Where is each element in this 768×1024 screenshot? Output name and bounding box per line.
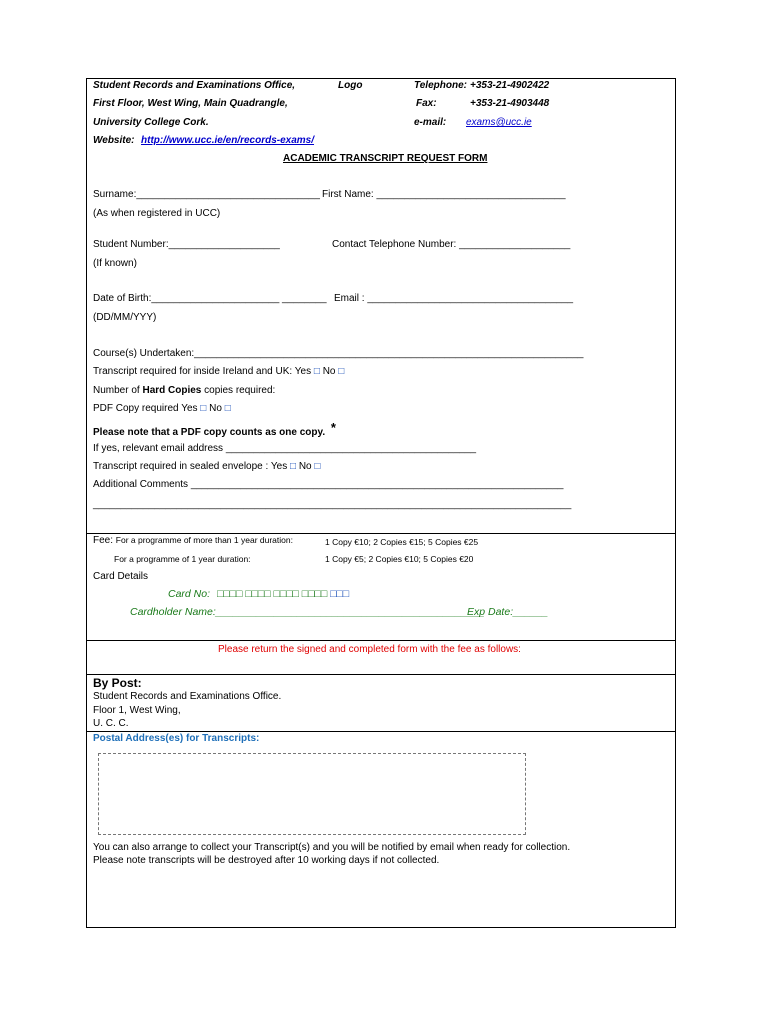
hard-copies-post: copies required: — [201, 385, 276, 396]
post-address-line1: Student Records and Examinations Office. — [93, 691, 282, 702]
fax-value: +353-21-4903448 — [470, 98, 550, 109]
card-cvv-boxes[interactable]: □□□ — [330, 588, 350, 600]
form-border-top — [86, 78, 676, 79]
additional-comments-field[interactable]: Additional Comments ___________________________________________________________________ — [93, 479, 564, 490]
telephone-value: +353-21-4902422 — [470, 80, 550, 91]
card-no-label: Card No: — [168, 588, 211, 600]
email-link[interactable]: exams@ucc.ie — [466, 117, 532, 128]
fee-label: Fee: — [93, 535, 114, 546]
postal-address-box[interactable] — [98, 753, 526, 835]
form-border-left — [86, 78, 87, 928]
inside-ireland-no-checkbox[interactable]: □ — [338, 366, 345, 377]
logo-label: Logo — [338, 80, 363, 91]
fax-label: Fax: — [416, 98, 437, 109]
pdf-copy-row — [93, 404, 231, 414]
registered-note: (As when registered in UCC) — [93, 208, 221, 219]
pdf-yes-checkbox[interactable]: □ — [200, 403, 207, 414]
return-instructions: Please return the signed and completed form with the fee as follows: — [218, 644, 521, 655]
relevant-email-field[interactable]: If yes, relevant email address _____________________________________________ — [93, 443, 477, 454]
divider-fee — [86, 533, 676, 534]
inside-ireland-label: Transcript required for inside Ireland and UK: Yes — [93, 366, 312, 377]
dob-format-note: (DD/MM/YYY) — [93, 312, 157, 323]
divider-post — [86, 674, 676, 675]
inside-ireland-row — [93, 367, 344, 377]
sealed-envelope-row — [93, 462, 320, 472]
post-address-line3: U. C. C. — [93, 718, 129, 729]
post-address-line2: Floor 1, West Wing, — [93, 705, 181, 716]
fee-short-values: 1 Copy €5; 2 Copies €10; 5 Copies €20 — [325, 554, 474, 564]
courses-field[interactable]: Course(s) Undertaken:______________________________________________________________________ — [93, 348, 584, 359]
pdf-no-label: No — [209, 403, 222, 414]
exp-date-field[interactable]: Exp Date:______ — [467, 606, 549, 618]
office-address: First Floor, West Wing, Main Quadrangle, — [93, 98, 288, 109]
university-name: University College Cork. — [93, 117, 209, 128]
additional-comments-line[interactable]: ______________________________________________________________________________________ — [93, 499, 572, 510]
email-field[interactable]: Email : _____________________________________ — [334, 293, 574, 304]
website-label: Website: — [93, 135, 135, 146]
fee-long-label: For a programme of more than 1 year duration: — [115, 535, 293, 545]
sealed-no-checkbox[interactable]: □ — [314, 461, 321, 472]
form-border-bottom — [86, 927, 676, 928]
fee-row-long — [93, 536, 293, 546]
postal-address-heading: Postal Address(es) for Transcripts: — [93, 733, 260, 744]
inside-ireland-no-label: No — [322, 366, 336, 377]
pdf-no-checkbox[interactable]: □ — [224, 403, 231, 414]
sealed-yes-checkbox[interactable]: □ — [289, 461, 297, 472]
website-link[interactable]: http://www.ucc.ie/en/records-exams/ — [141, 135, 315, 146]
collect-notice-line1: You can also arrange to collect your Transcript(s) and you will be notified by email when ready for collection. — [93, 842, 571, 853]
fee-short-label: For a programme of 1 year duration: — [114, 554, 251, 564]
student-number-field[interactable]: Student Number:____________________ — [93, 239, 280, 250]
if-known-note: (If known) — [93, 258, 137, 269]
dob-field[interactable]: Date of Birth:_______________________ ________ — [93, 293, 327, 304]
hard-copies-row[interactable] — [93, 386, 275, 396]
sealed-envelope-label: Transcript required in sealed envelope : Yes — [93, 461, 288, 472]
divider-postal — [86, 731, 676, 732]
first-name-field[interactable]: First Name: __________________________________ — [322, 189, 566, 200]
card-details-label: Card Details — [93, 571, 149, 582]
pdf-note — [93, 420, 336, 438]
office-name: Student Records and Examinations Office, — [93, 80, 296, 91]
pdf-copy-label: PDF Copy required Yes — [93, 403, 198, 414]
pdf-note-asterisk: * — [330, 420, 336, 435]
contact-phone-field[interactable]: Contact Telephone Number: ____________________ — [332, 239, 571, 250]
pdf-note-text: Please note that a PDF copy counts as one copy. — [93, 427, 326, 438]
card-number-boxes[interactable]: □□□□ □□□□ □□□□ □□□□ — [216, 588, 328, 600]
sealed-no-label: No — [298, 461, 312, 472]
hard-copies-pre: Number of — [93, 385, 143, 396]
form-border-right — [675, 78, 676, 928]
inside-ireland-yes-checkbox[interactable]: □ — [313, 366, 320, 377]
card-number-row — [168, 589, 349, 600]
divider-notice — [86, 640, 676, 641]
collect-notice-line2: Please note transcripts will be destroyed after 10 working days if not collected. — [93, 855, 440, 866]
telephone-label: Telephone: — [414, 80, 467, 91]
form-title: ACADEMIC TRANSCRIPT REQUEST FORM — [283, 153, 488, 164]
by-post-heading: By Post: — [93, 676, 142, 690]
fee-long-values: 1 Copy €10; 2 Copies €15; 5 Copies €25 — [325, 537, 479, 547]
cardholder-field[interactable]: Cardholder Name:______________________________________________ — [130, 606, 485, 618]
hard-copies-bold: Hard Copies — [142, 385, 202, 396]
surname-field[interactable]: Surname:_________________________________ — [93, 189, 320, 200]
email-label: e-mail: — [414, 117, 447, 128]
